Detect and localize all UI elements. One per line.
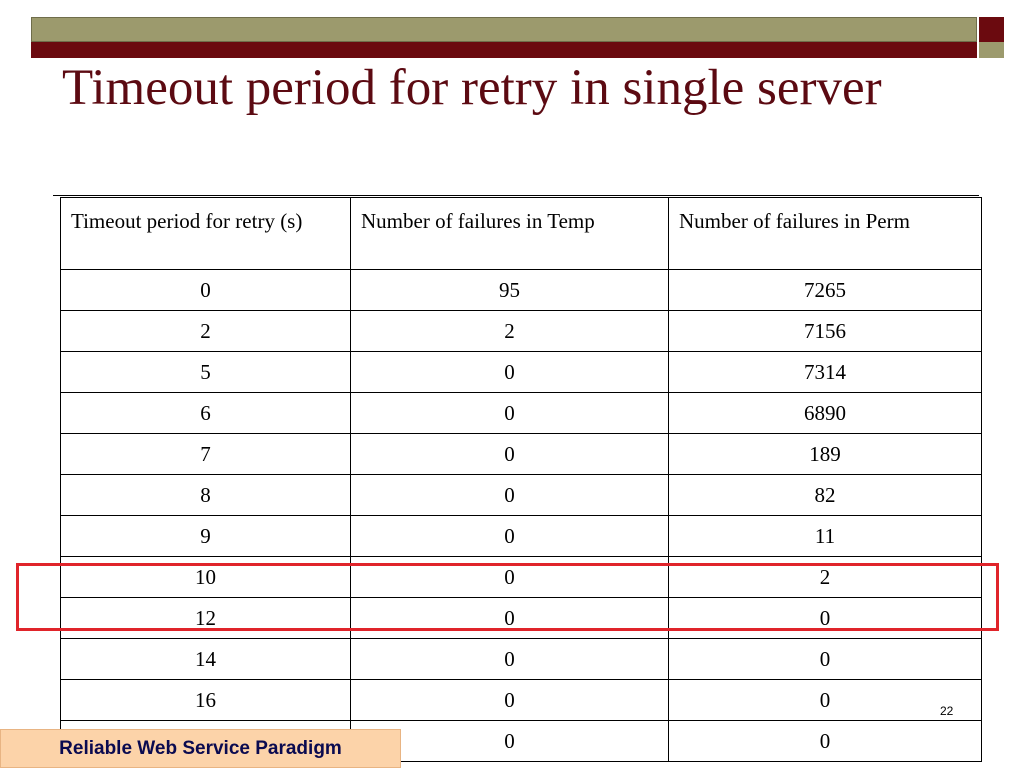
results-table bbox=[60, 197, 982, 762]
header-red-square bbox=[979, 17, 1004, 42]
cell-temp-failures: 0 bbox=[351, 516, 669, 557]
cell-timeout: 5 bbox=[61, 352, 351, 393]
cell-temp-failures: 0 bbox=[351, 434, 669, 475]
header-failures-perm: Number of failures in Perm bbox=[669, 198, 982, 270]
cell-timeout: 0 bbox=[61, 270, 351, 311]
cell-perm-failures: 0 bbox=[669, 721, 982, 762]
header-failures-temp: Number of failures in Temp bbox=[351, 198, 669, 270]
cell-temp-failures: 2 bbox=[351, 311, 669, 352]
cell-perm-failures: 0 bbox=[669, 680, 982, 721]
footer-label bbox=[0, 729, 401, 768]
cell-temp-failures: 0 bbox=[351, 557, 669, 598]
header-timeout-period: Timeout period for retry (s) bbox=[61, 198, 351, 270]
cell-timeout: 6 bbox=[61, 393, 351, 434]
cell-perm-failures: 189 bbox=[669, 434, 982, 475]
cell-timeout: 9 bbox=[61, 516, 351, 557]
cell-timeout: 2 bbox=[61, 311, 351, 352]
table-row bbox=[61, 475, 982, 516]
cell-temp-failures: 0 bbox=[351, 475, 669, 516]
highlight-box bbox=[16, 563, 999, 631]
cell-temp-failures: 0 bbox=[351, 352, 669, 393]
cell-perm-failures: 7265 bbox=[669, 270, 982, 311]
cell-perm-failures: 7156 bbox=[669, 311, 982, 352]
cell-timeout: 7 bbox=[61, 434, 351, 475]
cell-timeout: 16 bbox=[61, 680, 351, 721]
cell-perm-failures: 82 bbox=[669, 475, 982, 516]
cell-timeout: 12 bbox=[61, 598, 351, 639]
cell-timeout: 14 bbox=[61, 639, 351, 680]
cell-perm-failures: 7314 bbox=[669, 352, 982, 393]
page-number: 22 bbox=[940, 704, 954, 718]
table-row bbox=[61, 311, 982, 352]
table-row bbox=[61, 352, 982, 393]
cell-temp-failures: 95 bbox=[351, 270, 669, 311]
table-row bbox=[61, 680, 982, 721]
cell-temp-failures: 0 bbox=[351, 721, 669, 762]
title-underline bbox=[53, 195, 979, 196]
header-olive-bar bbox=[31, 17, 977, 42]
cell-temp-failures: 0 bbox=[351, 598, 669, 639]
cell-perm-failures: 2 bbox=[669, 557, 982, 598]
cell-timeout: 8 bbox=[61, 475, 351, 516]
cell-perm-failures: 11 bbox=[669, 516, 982, 557]
table-row bbox=[61, 434, 982, 475]
cell-temp-failures: 0 bbox=[351, 680, 669, 721]
table-row bbox=[61, 270, 982, 311]
slide-title: Timeout period for retry in single server bbox=[62, 60, 882, 116]
cell-perm-failures: 0 bbox=[669, 598, 982, 639]
table-row bbox=[61, 516, 982, 557]
cell-perm-failures: 6890 bbox=[669, 393, 982, 434]
cell-perm-failures: 0 bbox=[669, 639, 982, 680]
table-row bbox=[61, 639, 982, 680]
cell-temp-failures: 0 bbox=[351, 639, 669, 680]
footer-text: Reliable Web Service Paradigm bbox=[59, 737, 342, 759]
table-row bbox=[61, 393, 982, 434]
table-header-row bbox=[61, 198, 982, 270]
header-olive-square bbox=[979, 42, 1004, 58]
cell-timeout: 10 bbox=[61, 557, 351, 598]
cell-temp-failures: 0 bbox=[351, 393, 669, 434]
